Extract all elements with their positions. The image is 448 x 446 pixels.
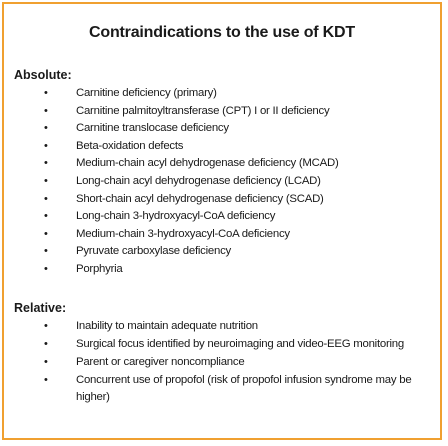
bullet-icon: • [44,174,48,187]
bullet-icon: • [44,245,48,258]
bullet-icon: • [44,262,48,275]
list-item: • Long-chain acyl dehydrogenase deficiency (LCAD) [14,173,432,191]
bullet-icon: • [44,227,48,240]
list-item: • Parent or caregiver noncompliance [14,354,432,371]
list-item: • Carnitine deficiency (primary) [14,85,432,103]
relative-section [14,300,432,407]
list-item: • Medium-chain acyl dehydrogenase deficiency (MCAD) [14,155,432,173]
list-item: • Carnitine translocase deficiency [14,120,432,138]
list-item: • Long-chain 3-hydroxyacyl-CoA deficiency [14,208,432,226]
bullet-icon: • [44,157,48,170]
bullet-icon: • [44,338,48,350]
relative-heading: Relative: [14,301,67,315]
list-item: • Inability to maintain adequate nutrition [14,318,432,335]
bullet-icon: • [44,87,48,99]
list-item: • Carnitine palmitoyltransferase (CPT) I or II deficiency [14,103,432,121]
list-item: • Pyruvate carboxylase deficiency [14,243,432,261]
bullet-icon: • [44,122,48,135]
bullet-icon: • [44,210,48,223]
list-item: • Porphyria [14,261,432,279]
list-item: • Short-chain acyl dehydrogenase deficiency (SCAD) [14,191,432,209]
bullet-icon: • [44,374,48,386]
list-item: • Medium-chain 3-hydroxyacyl-CoA deficiency [14,226,432,244]
absolute-section [14,67,432,279]
bullet-icon: • [44,356,48,368]
absolute-list [14,85,432,279]
list-item: • Surgical focus identified by neuroimaging and video-EEG monitoring [14,336,432,353]
box-title: Contraindications to the use of KDT [89,24,355,41]
list-item: • Beta-oxidation defects [14,138,432,156]
bullet-icon: • [44,104,48,117]
absolute-heading: Absolute: [14,68,72,82]
list-item: • Concurrent use of propofol (risk of propofol infusion syndrome may be higher) [44,374,412,403]
contraindications-box [2,2,442,440]
bullet-icon: • [44,192,48,205]
bullet-icon: • [44,139,48,152]
bullet-icon: • [44,320,48,332]
relative-list [14,318,432,405]
